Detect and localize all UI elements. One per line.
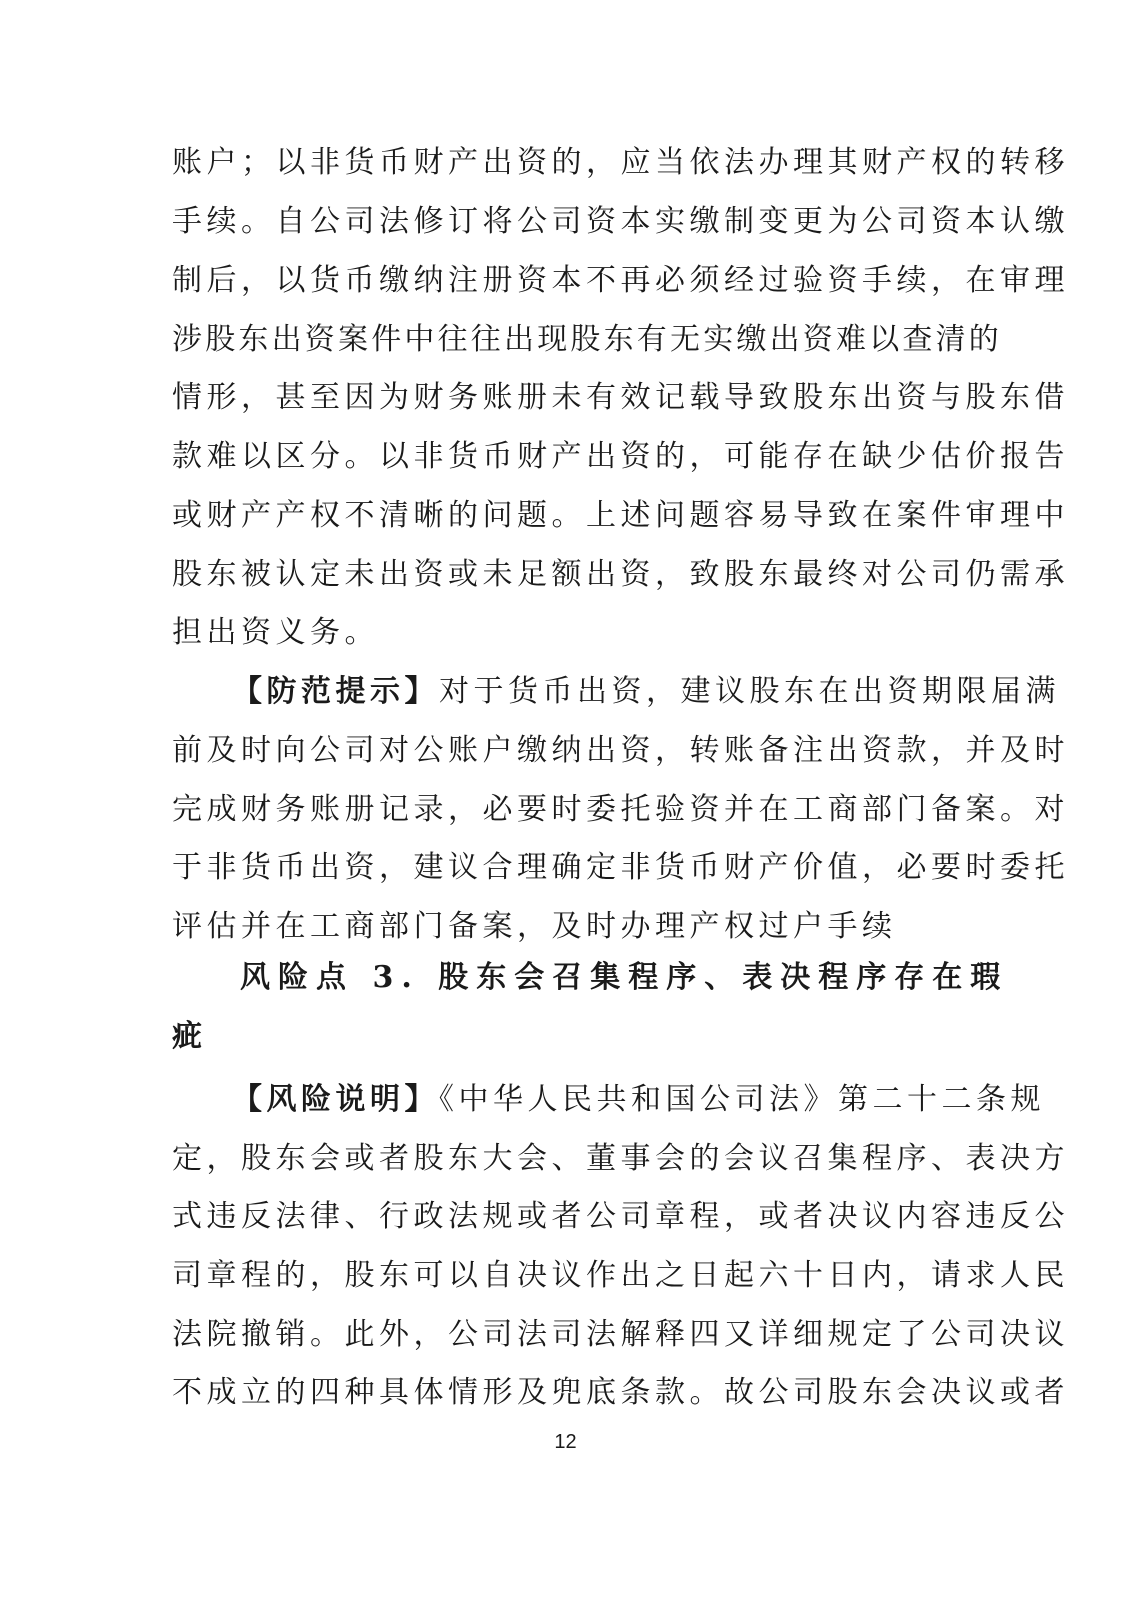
prevention-tip-label: 【防范提示】 bbox=[232, 674, 439, 709]
prevention-tip-text: 对于货币出资，建议股东在出资期限届满 bbox=[439, 674, 1060, 709]
body-text-line: 完成财务账册记录，必要时委托验资并在工商部门备案。对 bbox=[172, 792, 1069, 827]
prevention-tip-first-line bbox=[232, 672, 1060, 712]
body-text-line: 手续。自公司法修订将公司资本实缴制变更为公司资本认缴 bbox=[172, 204, 1069, 239]
risk-description-text: 《中华人民共和国公司法》第二十二条规 bbox=[439, 1082, 1045, 1117]
body-text-line: 款难以区分。以非货币财产出资的，可能存在缺少估价报告 bbox=[172, 439, 1069, 474]
body-text-line: 定，股东会或者股东大会、董事会的会议召集程序、表决方 bbox=[172, 1141, 1069, 1176]
body-text-line: 担出资义务。 bbox=[172, 615, 379, 650]
body-text-line: 或财产产权不清晰的问题。上述问题容易导致在案件审理中 bbox=[172, 498, 1069, 533]
body-text-line: 制后，以货币缴纳注册资本不再必须经过验资手续，在审理 bbox=[172, 263, 1069, 298]
risk-description-first-line bbox=[232, 1080, 1045, 1120]
body-text-line: 账户；以非货币财产出资的，应当依法办理其财产权的转移 bbox=[172, 145, 1069, 180]
risk-description-label: 【风险说明】 bbox=[232, 1082, 439, 1117]
body-text-line: 涉股东出资案件中往往出现股东有无实缴出资难以查清的 bbox=[172, 322, 1002, 357]
page-number: 12 bbox=[554, 1431, 577, 1453]
body-text-line: 式违反法律、行政法规或者公司章程，或者决议内容违反公 bbox=[172, 1199, 1069, 1234]
body-text-line: 评估并在工商部门备案，及时办理产权过户手续 bbox=[172, 909, 897, 944]
section-heading-continued: 疵 bbox=[172, 1019, 202, 1054]
body-text-line: 于非货币出资，建议合理确定非货币财产价值，必要时委托 bbox=[172, 850, 1069, 885]
body-text-line: 前及时向公司对公账户缴纳出资，转账备注出资款，并及时 bbox=[172, 733, 1069, 768]
section-heading: 风险点 3. 股东会召集程序、表决程序存在瑕 bbox=[240, 960, 1009, 995]
body-text-line: 法院撤销。此外，公司法司法解释四又详细规定了公司决议 bbox=[172, 1317, 1069, 1352]
body-text-line: 不成立的四种具体情形及兜底条款。故公司股东会决议或者 bbox=[172, 1375, 1069, 1410]
body-text-line: 司章程的，股东可以自决议作出之日起六十日内，请求人民 bbox=[172, 1258, 1069, 1293]
body-text-line: 股东被认定未出资或未足额出资，致股东最终对公司仍需承 bbox=[172, 557, 1069, 592]
body-text-line: 情形，甚至因为财务账册未有效记载导致股东出资与股东借 bbox=[172, 380, 1069, 415]
